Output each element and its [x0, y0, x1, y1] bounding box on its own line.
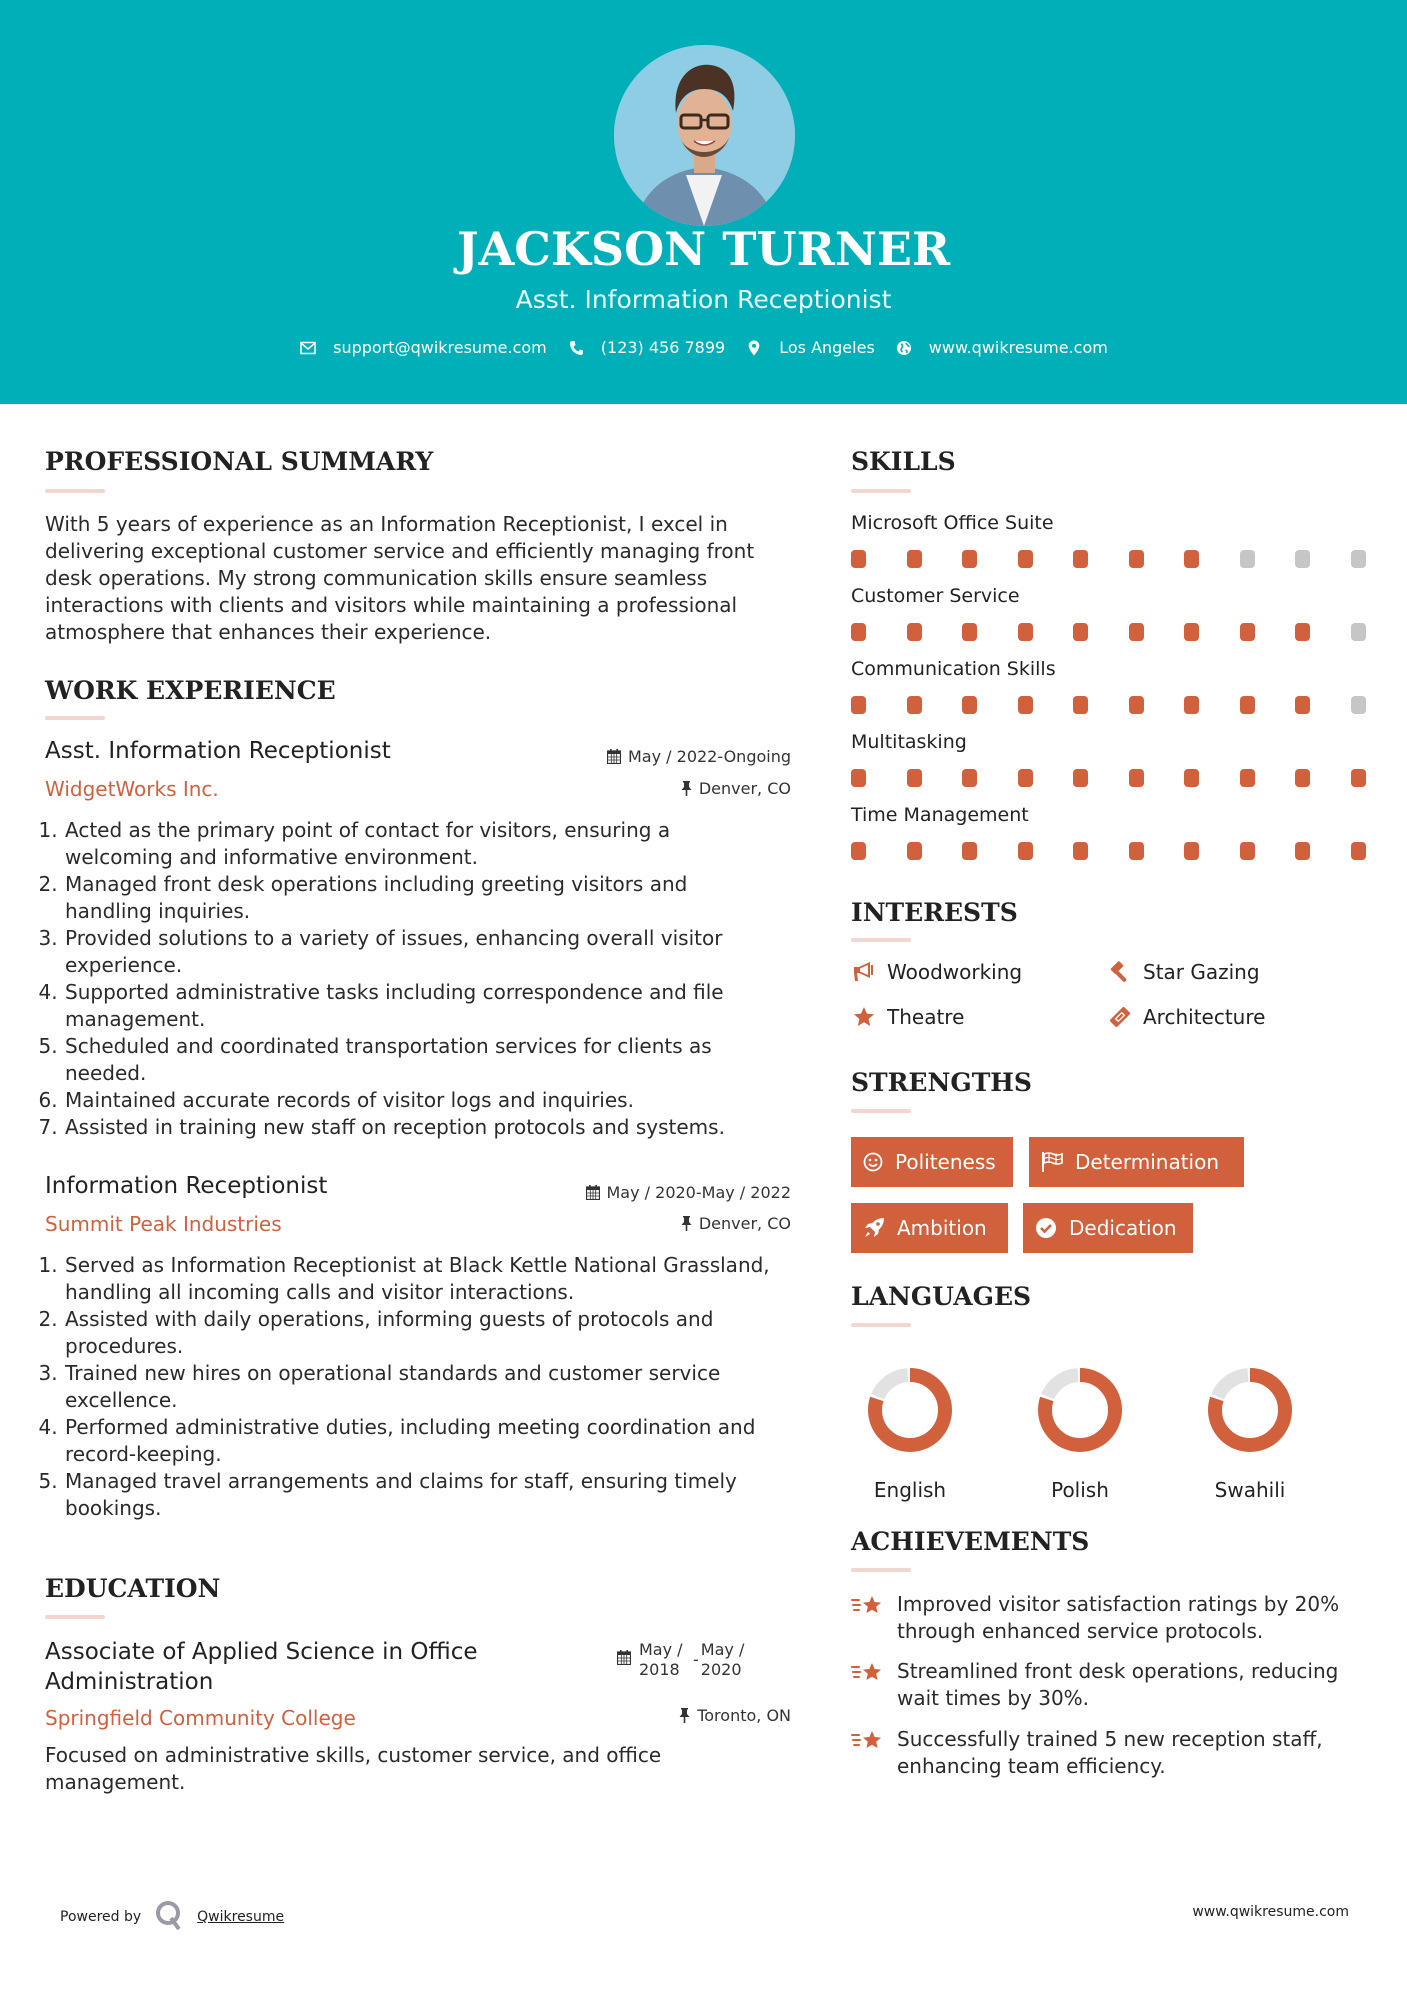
contact-website[interactable] — [895, 338, 1108, 357]
interest-item — [851, 1005, 964, 1029]
achievement-text: Successfully trained 5 new reception staff, enhancing team efficiency. — [897, 1727, 1323, 1778]
rating-dot-filled — [962, 623, 977, 641]
language-name: English — [873, 1478, 947, 1502]
rating-dot-filled — [907, 623, 922, 641]
experience-heading: WORK EXPERIENCE — [45, 676, 336, 705]
degree-title: Associate of Applied Science in Office Administration — [45, 1639, 478, 1695]
contact-email[interactable] — [299, 338, 547, 357]
interest-label: Woodworking — [887, 960, 1023, 984]
contact-email-text: support@qwikresume.com — [333, 338, 547, 357]
resume-header — [0, 0, 1407, 404]
language-donut-icon — [1030, 1360, 1130, 1460]
education-end: May / 2020 — [700, 1640, 745, 1679]
rating-dot-filled — [907, 842, 922, 860]
education-location — [679, 1706, 791, 1725]
job-location-text: Denver, CO — [698, 779, 791, 798]
qwikresume-logo-icon — [155, 1900, 183, 1934]
achievement-item — [851, 1591, 1371, 1645]
check-circle-icon — [1035, 1217, 1057, 1239]
duty-item: 2. Assisted with daily operations, informing guests of protocols and procedures. — [64, 1306, 785, 1360]
rating-dot-filled — [851, 696, 866, 714]
rocket-icon — [863, 1217, 885, 1239]
company-name: WidgetWorks Inc. — [45, 777, 219, 801]
skill-name: Multitasking — [851, 731, 967, 753]
rating-dot-filled — [962, 696, 977, 714]
job-title: Asst. Information Receptionist — [45, 738, 391, 764]
job-dates — [586, 1183, 792, 1202]
achievements-heading: ACHIEVEMENTS — [851, 1527, 1090, 1556]
job-duties-list — [45, 817, 780, 1141]
contact-location-text: Los Angeles — [779, 338, 875, 357]
rating-dot-filled — [1073, 769, 1088, 787]
duty-item: 6. Maintained accurate records of visitor logs and inquiries. — [64, 1087, 780, 1114]
skill-name: Time Management — [851, 804, 1029, 826]
interest-item — [1107, 960, 1260, 984]
powered-by — [60, 1900, 284, 1934]
education-description: Focused on administrative skills, customer service, and office management. — [45, 1743, 662, 1794]
interest-label: Star Gazing — [1143, 960, 1260, 984]
rating-dot-filled — [851, 769, 866, 787]
contact-location — [745, 338, 875, 357]
rating-dot-filled — [962, 550, 977, 568]
rating-dot-filled — [851, 842, 866, 860]
gavel-icon — [1107, 960, 1133, 984]
strength-label: Dedication — [1069, 1216, 1177, 1240]
education-heading: EDUCATION — [45, 1574, 221, 1603]
rating-dot-filled — [1073, 696, 1088, 714]
date-separator: - — [693, 1650, 699, 1669]
skill-name: Customer Service — [851, 585, 1020, 607]
skill-rating — [851, 696, 1406, 714]
job-dates-text: May / 2020-May / 2022 — [606, 1183, 791, 1202]
rating-dot-filled — [1184, 696, 1199, 714]
section-underline — [851, 1568, 911, 1572]
duty-item: 5. Managed travel arrangements and claims for staff, ensuring timely bookings. — [64, 1468, 785, 1522]
duty-item: 2. Managed front desk operations including greeting visitors and handling inquiries. — [64, 871, 780, 925]
duty-item: 1. Served as Information Receptionist at Black Kettle National Grassland, handling all incoming calls and visitor interactions. — [64, 1252, 785, 1306]
calendar-icon — [617, 1650, 631, 1665]
rating-dot-filled — [1073, 842, 1088, 860]
powered-by-label: Powered by — [60, 1909, 142, 1925]
duty-item: 3. Provided solutions to a variety of issues, enhancing overall visitor experience. — [64, 925, 780, 979]
skill-rating — [851, 842, 1406, 860]
rating-dot-filled — [1073, 623, 1088, 641]
education-start: May / 2018 — [639, 1640, 683, 1679]
rating-dot-filled — [1240, 842, 1255, 860]
smile-icon — [863, 1152, 883, 1172]
ticket-icon — [1107, 1005, 1133, 1029]
summary-text: With 5 years of experience as an Information Receptionist, I excel in delivering exceptional customer service and efficiently managing front desk operations. My strong communication skills ensure seamless interactions with clients and visitors while maintaining a professional atmosphere that enhances their experience. — [45, 512, 755, 644]
duty-item: 5. Scheduled and coordinated transportation services for clients as needed. — [64, 1033, 780, 1087]
strength-badge — [851, 1137, 1013, 1187]
language-item — [1030, 1360, 1130, 1502]
language-item — [1200, 1360, 1300, 1502]
rating-dot-filled — [1129, 550, 1144, 568]
job-title: Information Receptionist — [45, 1173, 328, 1199]
duty-item: 7. Assisted in training new staff on reception protocols and systems. — [64, 1114, 780, 1141]
company-name: Summit Peak Industries — [45, 1212, 282, 1236]
duty-item: 1. Acted as the primary point of contact for visitors, ensuring a welcoming and informative environment. — [64, 817, 780, 871]
rating-dot-filled — [1018, 550, 1033, 568]
shooting-star-icon — [851, 1658, 885, 1712]
duty-item: 3. Trained new hires on operational standards and customer service excellence. — [64, 1360, 785, 1414]
rating-dot-filled — [1184, 842, 1199, 860]
candidate-title: Asst. Information Receptionist — [515, 285, 892, 314]
school-name: Springfield Community College — [45, 1706, 356, 1730]
section-underline — [45, 1615, 105, 1619]
rating-dot-filled — [1073, 550, 1088, 568]
education-dates — [617, 1640, 749, 1680]
calendar-icon — [607, 749, 621, 764]
rating-dot-filled — [1351, 842, 1366, 860]
language-item — [860, 1360, 960, 1502]
rating-dot-filled — [1295, 623, 1310, 641]
rating-dot-filled — [1129, 842, 1144, 860]
map-marker-icon — [745, 339, 763, 357]
strength-label: Determination — [1075, 1150, 1220, 1174]
rating-dot-filled — [1184, 623, 1199, 641]
contact-phone[interactable] — [567, 338, 725, 357]
skill-name: Microsoft Office Suite — [851, 512, 1054, 534]
contact-phone-text: (123) 456 7899 — [600, 338, 726, 357]
rating-dot-filled — [1018, 696, 1033, 714]
rating-dot-filled — [962, 769, 977, 787]
rating-dot-filled — [1129, 696, 1144, 714]
rating-dot-empty — [1240, 550, 1255, 568]
strength-badge — [851, 1203, 1008, 1253]
languages-heading: LANGUAGES — [851, 1282, 1032, 1311]
job-location-text: Denver, CO — [698, 1214, 791, 1233]
strength-badge — [1023, 1203, 1193, 1253]
contact-bar — [0, 338, 1407, 357]
duty-item: 4. Supported administrative tasks including correspondence and file management. — [64, 979, 780, 1033]
skill-rating — [851, 550, 1406, 568]
megaphone-icon — [851, 960, 877, 984]
pushpin-icon — [681, 781, 692, 796]
section-underline — [851, 1109, 911, 1113]
contact-website-text: www.qwikresume.com — [928, 338, 1108, 357]
strengths-heading: STRENGTHS — [851, 1068, 1032, 1097]
summary-heading: PROFESSIONAL SUMMARY — [45, 447, 434, 476]
job-location — [681, 779, 791, 798]
skill-name: Communication Skills — [851, 658, 1056, 680]
rating-dot-filled — [907, 769, 922, 787]
globe-icon — [895, 339, 913, 357]
section-underline — [851, 1323, 911, 1327]
candidate-name: JACKSON TURNER — [456, 222, 951, 276]
achievement-text: Streamlined front desk operations, reducing wait times by 30%. — [897, 1659, 1339, 1710]
rating-dot-filled — [1184, 769, 1199, 787]
job-duties-list — [45, 1252, 785, 1522]
rating-dot-filled — [1184, 550, 1199, 568]
interest-item — [851, 960, 1022, 984]
rating-dot-filled — [1351, 769, 1366, 787]
section-underline — [45, 716, 105, 720]
section-underline — [851, 489, 911, 493]
rating-dot-empty — [1351, 550, 1366, 568]
shooting-star-icon — [851, 1726, 885, 1780]
flag-checkered-icon — [1041, 1151, 1063, 1173]
language-name: Polish — [1051, 1478, 1109, 1502]
rating-dot-filled — [962, 842, 977, 860]
achievement-item — [851, 1658, 1371, 1712]
rating-dot-filled — [851, 550, 866, 568]
interest-label: Theatre — [887, 1005, 965, 1029]
rating-dot-filled — [907, 550, 922, 568]
rating-dot-filled — [1018, 769, 1033, 787]
job-dates — [607, 747, 791, 766]
star-icon — [851, 1005, 877, 1029]
calendar-icon — [586, 1185, 600, 1200]
phone-icon — [567, 339, 585, 357]
rating-dot-filled — [907, 696, 922, 714]
strength-label: Politeness — [895, 1150, 996, 1174]
rating-dot-filled — [1240, 623, 1255, 641]
rating-dot-filled — [1018, 623, 1033, 641]
strength-label: Ambition — [897, 1216, 987, 1240]
section-underline — [45, 489, 105, 493]
rating-dot-filled — [1240, 696, 1255, 714]
qwikresume-link[interactable]: Qwikresume — [197, 1909, 285, 1925]
pushpin-icon — [679, 1708, 690, 1723]
rating-dot-filled — [1129, 769, 1144, 787]
profile-photo — [614, 45, 795, 226]
interest-item — [1107, 1005, 1265, 1029]
achievement-item — [851, 1726, 1371, 1780]
rating-dot-empty — [1295, 550, 1310, 568]
rating-dot-empty — [1351, 696, 1366, 714]
duty-item: 4. Performed administrative duties, including meeting coordination and record-keeping. — [64, 1414, 785, 1468]
rating-dot-filled — [1129, 623, 1144, 641]
language-donut-icon — [860, 1360, 960, 1460]
person-photo-icon — [614, 45, 795, 226]
footer-website[interactable]: www.qwikresume.com — [1192, 1904, 1349, 1920]
language-donut-icon — [1200, 1360, 1300, 1460]
rating-dot-filled — [851, 623, 866, 641]
job-location — [681, 1214, 791, 1233]
skill-rating — [851, 769, 1406, 787]
rating-dot-filled — [1295, 696, 1310, 714]
education-location-text: Toronto, ON — [697, 1706, 791, 1725]
strength-badge — [1029, 1137, 1244, 1187]
envelope-icon — [299, 339, 317, 357]
interest-label: Architecture — [1143, 1005, 1266, 1029]
rating-dot-filled — [1295, 769, 1310, 787]
language-name: Swahili — [1214, 1478, 1286, 1502]
job-dates-text: May / 2022-Ongoing — [628, 747, 791, 766]
rating-dot-filled — [1018, 842, 1033, 860]
shooting-star-icon — [851, 1591, 885, 1645]
rating-dot-empty — [1351, 623, 1366, 641]
rating-dot-filled — [1240, 769, 1255, 787]
skill-rating — [851, 623, 1406, 641]
section-underline — [851, 938, 911, 942]
rating-dot-filled — [1295, 842, 1310, 860]
achievement-text: Improved visitor satisfaction ratings by 20% through enhanced service protocols. — [897, 1592, 1340, 1643]
skills-heading: SKILLS — [851, 447, 956, 476]
pushpin-icon — [681, 1216, 692, 1231]
interests-heading: INTERESTS — [851, 898, 1018, 927]
